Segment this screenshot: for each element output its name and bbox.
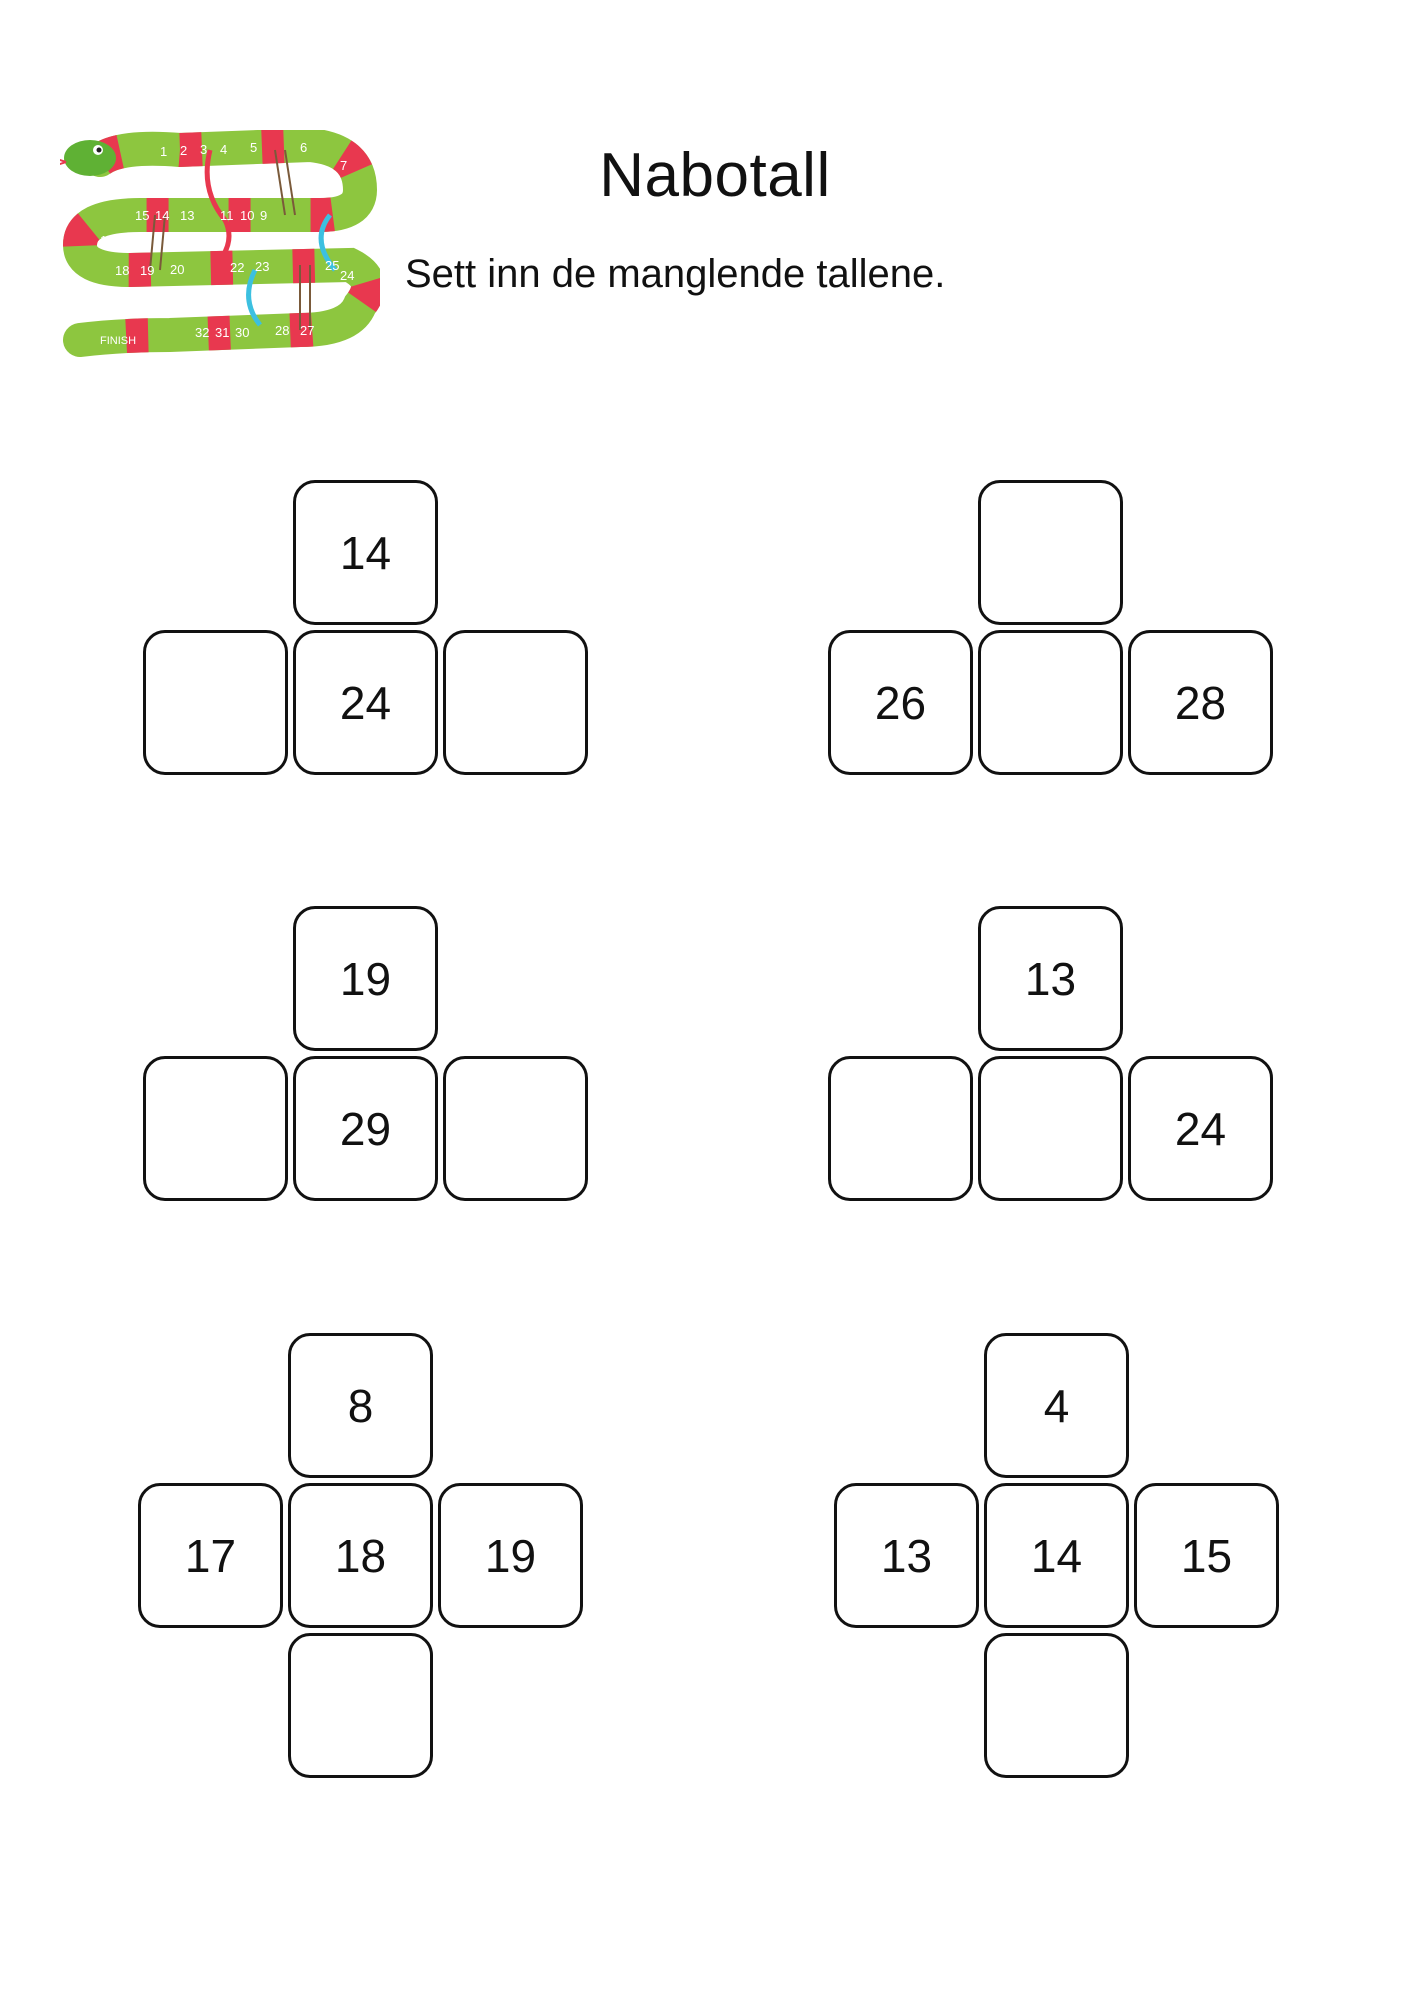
snake-square-number: 5: [250, 140, 258, 155]
page-title: Nabotall: [599, 141, 831, 210]
cell-right[interactable]: 15: [1134, 1483, 1279, 1628]
snake-square-number: 24: [340, 268, 355, 283]
cell-top[interactable]: [978, 480, 1123, 625]
snake-square-number: 10: [240, 208, 255, 223]
cell-bottom[interactable]: [288, 1633, 433, 1778]
snake-square-number: 4: [220, 142, 228, 157]
cell-left[interactable]: 13: [834, 1483, 979, 1628]
snake-square-number: 1: [160, 144, 168, 159]
snake-square-number: 11: [220, 208, 234, 223]
snake-square-number: 22: [230, 260, 245, 275]
snake-board-game-icon: [60, 130, 380, 380]
cell-center[interactable]: 29: [293, 1056, 438, 1201]
snake-square-number: 13: [180, 208, 195, 223]
cell-top[interactable]: 14: [293, 480, 438, 625]
finish-label: FINISH: [100, 335, 137, 347]
snake-square-number: 20: [170, 262, 185, 277]
snake-square-number: 28: [275, 323, 290, 338]
cell-right[interactable]: 19: [438, 1483, 583, 1628]
snake-square-number: 19: [140, 263, 155, 278]
cell-right[interactable]: 28: [1128, 630, 1273, 775]
snake-square-number: 16: [100, 233, 115, 248]
cell-top[interactable]: 4: [984, 1333, 1129, 1478]
cell-center[interactable]: 18: [288, 1483, 433, 1628]
snake-square-number: 9: [260, 208, 268, 223]
instruction-text: Sett inn de manglende tallene.: [405, 252, 946, 296]
snake-square-number: 18: [115, 263, 130, 278]
cell-right[interactable]: [443, 630, 588, 775]
snake-square-number: 2: [180, 143, 188, 158]
snake-square-number: 30: [235, 325, 250, 340]
cell-left[interactable]: [143, 630, 288, 775]
cell-bottom[interactable]: [984, 1633, 1129, 1778]
cell-left[interactable]: [828, 1056, 973, 1201]
cell-center[interactable]: [978, 630, 1123, 775]
cell-left[interactable]: 17: [138, 1483, 283, 1628]
snake-square-number: 7: [340, 158, 348, 173]
snake-square-number: 3: [200, 142, 208, 157]
cell-left[interactable]: 26: [828, 630, 973, 775]
cell-top[interactable]: 8: [288, 1333, 433, 1478]
snake-square-number: 6: [300, 140, 308, 155]
cell-right[interactable]: 24: [1128, 1056, 1273, 1201]
cell-top[interactable]: 13: [978, 906, 1123, 1051]
cell-center[interactable]: 24: [293, 630, 438, 775]
cell-left[interactable]: [143, 1056, 288, 1201]
snake-square-number: 14: [155, 208, 170, 223]
snake-square-number: 31: [215, 325, 230, 340]
snake-square-number: 23: [255, 259, 270, 274]
cell-right[interactable]: [443, 1056, 588, 1201]
snake-square-number: 15: [135, 208, 150, 223]
snake-square-number: 32: [195, 325, 210, 340]
cell-top[interactable]: 19: [293, 906, 438, 1051]
snake-square-number: 27: [300, 323, 315, 338]
cell-center[interactable]: [978, 1056, 1123, 1201]
cell-center[interactable]: 14: [984, 1483, 1129, 1628]
snake-square-number: 25: [325, 258, 340, 273]
